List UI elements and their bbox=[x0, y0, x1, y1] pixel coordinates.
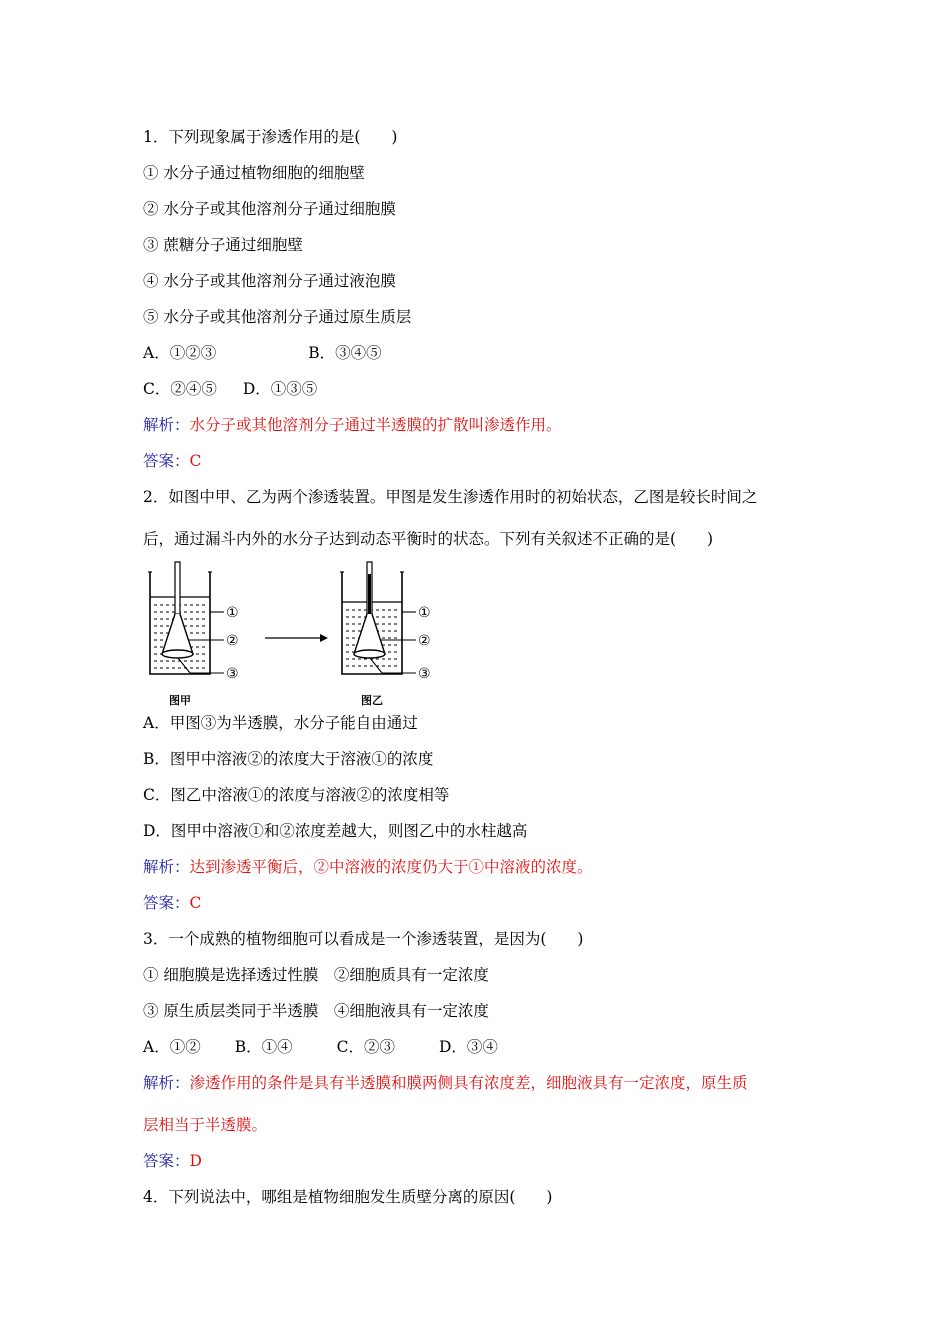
q1-answer bbox=[143, 450, 201, 472]
fig-jia-label-3: ③ bbox=[226, 666, 239, 682]
q1-option-d: D．①③⑤ bbox=[242, 380, 318, 398]
q3-answer-value: D bbox=[189, 1152, 202, 1170]
q1-option-b: B．③④⑤ bbox=[308, 344, 382, 362]
q3-answer bbox=[143, 1150, 202, 1172]
arrow-icon bbox=[265, 634, 328, 642]
fig-jia-label-1: ① bbox=[226, 605, 239, 621]
q2-option-a: A．甲图③为半透膜，水分子能自由通过 bbox=[143, 714, 418, 732]
osmosis-figure bbox=[140, 560, 440, 710]
q2-answer-value: C bbox=[189, 894, 202, 912]
q1-answer-value: C bbox=[189, 452, 202, 470]
q2-option-c: C．图乙中溶液①的浓度与溶液②的浓度相等 bbox=[143, 786, 450, 804]
q1-analysis-text: 水分子或其他溶剂分子通过半透膜的扩散叫渗透作用。 bbox=[189, 416, 562, 434]
q1-option-c: C．②④⑤ bbox=[143, 380, 217, 398]
q1-item-5: ⑤ 水分子或其他溶剂分子通过原生质层 bbox=[143, 308, 412, 326]
q3-option-a: A．①② bbox=[143, 1038, 201, 1056]
q2-answer-label: 答案： bbox=[143, 894, 190, 912]
q3-analysis-line2: 层相当于半透膜。 bbox=[143, 1116, 268, 1134]
q1-analysis-label: 解析： bbox=[143, 416, 190, 434]
q3-option-d: D．③④ bbox=[438, 1038, 498, 1056]
q3-analysis-line1 bbox=[143, 1072, 748, 1094]
q3-options bbox=[143, 1036, 498, 1058]
q2-analysis-text: 达到渗透平衡后，②中溶液的浓度仍大于①中溶液的浓度。 bbox=[189, 858, 593, 876]
q1-item-2: ② 水分子或其他溶剂分子通过细胞膜 bbox=[143, 200, 396, 218]
q1-stem: 1．下列现象属于渗透作用的是( ) bbox=[143, 128, 398, 146]
q2-answer bbox=[143, 892, 201, 914]
q1-option-a: A．①②③ bbox=[143, 344, 217, 362]
q2-stem-line2: 后，通过漏斗内外的水分子达到动态平衡时的状态。下列有关叙述不正确的是( ) bbox=[143, 530, 714, 548]
q1-options-ab bbox=[143, 342, 382, 364]
apparatus-yi bbox=[340, 562, 431, 707]
q2-stem-line1: 2．如图中甲、乙为两个渗透装置。甲图是发生渗透作用时的初始状态，乙图是较长时间之 bbox=[143, 488, 758, 506]
fig-yi-label-2: ② bbox=[418, 633, 431, 649]
q1-item-3: ③ 蔗糖分子通过细胞壁 bbox=[143, 236, 303, 254]
q2-option-d: D．图甲中溶液①和②浓度差越大，则图乙中的水柱越高 bbox=[143, 822, 528, 840]
apparatus-jia bbox=[148, 562, 239, 707]
q2-analysis bbox=[143, 856, 593, 878]
q1-item-4: ④ 水分子或其他溶剂分子通过液泡膜 bbox=[143, 272, 396, 290]
q1-analysis bbox=[143, 414, 562, 436]
q3-answer-label: 答案： bbox=[143, 1152, 190, 1170]
q1-options-cd bbox=[143, 378, 317, 400]
fig-jia-caption: 图甲 bbox=[169, 694, 191, 707]
q3-option-b: B．①④ bbox=[234, 1038, 293, 1056]
fig-yi-label-1: ① bbox=[418, 605, 431, 621]
q2-analysis-label: 解析： bbox=[143, 858, 190, 876]
q3-analysis-label: 解析： bbox=[143, 1074, 190, 1092]
q3-item-2: ③ 原生质层类同于半透膜 ④细胞液具有一定浓度 bbox=[143, 1002, 489, 1020]
fig-jia-label-2: ② bbox=[226, 633, 239, 649]
q3-stem: 3．一个成熟的植物细胞可以看成是一个渗透装置，是因为( ) bbox=[143, 930, 584, 948]
q4-stem: 4．下列说法中，哪组是植物细胞发生质壁分离的原因( ) bbox=[143, 1188, 553, 1206]
q3-analysis-text1: 渗透作用的条件是具有半透膜和膜两侧具有浓度差，细胞液具有一定浓度，原生质 bbox=[189, 1074, 748, 1092]
q1-item-1: ① 水分子通过植物细胞的细胞壁 bbox=[143, 164, 365, 182]
fig-yi-label-3: ③ bbox=[418, 666, 431, 682]
q1-answer-label: 答案： bbox=[143, 452, 190, 470]
fig-yi-caption: 图乙 bbox=[361, 694, 383, 707]
q2-option-b: B．图甲中溶液②的浓度大于溶液①的浓度 bbox=[143, 750, 434, 768]
q3-option-c: C．②③ bbox=[336, 1038, 395, 1056]
q3-item-1: ① 细胞膜是选择透过性膜 ②细胞质具有一定浓度 bbox=[143, 966, 489, 984]
